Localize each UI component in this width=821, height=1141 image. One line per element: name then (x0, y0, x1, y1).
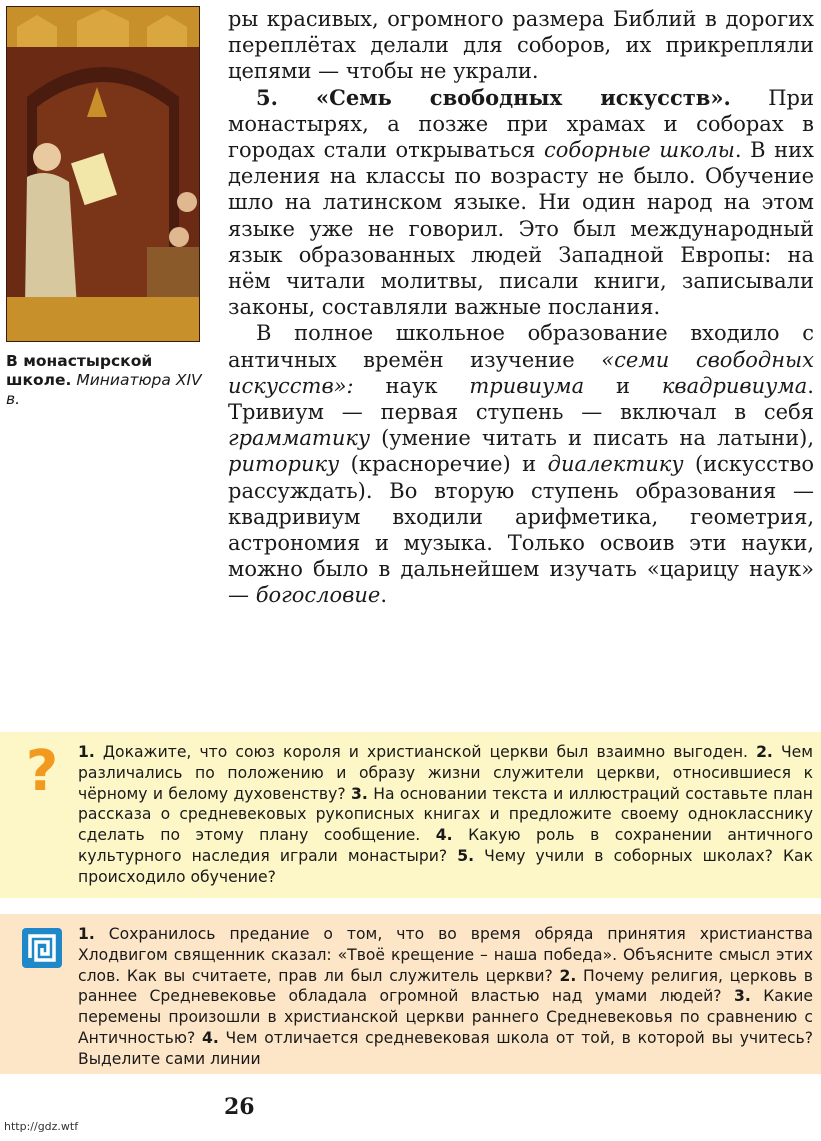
caption-subtitle: Миниатюра XIV в. (6, 371, 202, 408)
text-run: При монастырях, а позже при храмах и соборах в городах стали открываться (228, 85, 814, 163)
text-run: . В них деления на классы по возрасту не было. Обучение шло на латинском языке. Ни один народ на этом языке уже не говорил. Это был международный язык образованных людей Западной Европы: на нём читали молитвы, писали книги, записывали законы, составляли важные послания. (228, 138, 814, 320)
section-heading: 5. «Семь свободных искусств». (256, 84, 731, 110)
task-number: 4. (202, 1028, 219, 1047)
watermark: http://gdz.wtf (4, 1120, 79, 1133)
question-text: На основании текста и иллюстраций составьте план рассказа о средневековых рукописных книгах и предложите своему однокласснику сделать по этому плану сообщение. (78, 784, 813, 845)
illustration-miniature (6, 6, 200, 342)
question-text: Докажите, что союз короля и христианской церкви был взаимно выгоден. (94, 743, 757, 761)
caption-title: В монастырской школе. (6, 352, 153, 389)
task-text: Чем отличается средневековая школа от той, в которой вы учитесь? Выделите сами линии (78, 1028, 813, 1068)
tasks-text (78, 924, 813, 1070)
task-number: 2. (559, 966, 577, 985)
text-run: и (584, 373, 662, 398)
main-text (228, 6, 814, 609)
paragraph-1: ры красивых, огромного размера Библий в дорогих переплётах делали для соборов, их прикрепляли цепями — чтобы не украли. (228, 7, 814, 84)
tasks-box (0, 914, 821, 1074)
task-text: Какие перемены произошли в христианской церкви раннего Средневековья по сравнению с Античностью? (78, 987, 813, 1047)
text-run: наук (353, 373, 470, 398)
question-number: 3. (351, 784, 368, 803)
question-text: Чему учили в соборных школах? Как происходило обучение? (78, 846, 813, 886)
meander-icon (22, 928, 62, 968)
questions-box (0, 732, 821, 898)
questions-text (78, 742, 813, 888)
question-mark-icon: ? (25, 739, 59, 804)
term: соборные школы (544, 138, 735, 163)
task-text: Почему религия, церковь в раннее Средневековье обладала огромной властью над умами людей? (78, 966, 813, 1006)
text-run: . (380, 583, 388, 608)
page-number: 26 (224, 1094, 255, 1120)
text-run: (искусство рассуждать). Во вторую ступень образования — квадривиум входили арифметика, геометрия, астрономия и музыка. Только освоив эти науки, можно было в дальнейшем изучать «царицу наук» — (228, 452, 814, 608)
illustration-caption (6, 352, 206, 409)
term: квадривиума (661, 373, 808, 398)
question-number: 1. (78, 743, 95, 761)
term: богословие (255, 583, 381, 608)
text-run: (умение читать и писать на латыни), (370, 426, 814, 451)
task-number: 1. (78, 925, 95, 943)
question-number: 4. (435, 826, 453, 845)
question-number: 5. (457, 846, 475, 865)
question-number: 2. (756, 743, 773, 761)
paragraph-2 (228, 85, 814, 321)
term: риторику (228, 452, 340, 477)
paragraph-3 (228, 320, 814, 608)
term: «семи свободных искусств»: (228, 347, 815, 398)
question-text: Какую роль в сохранении античного культурного наследия играли монастыри? (78, 826, 813, 865)
term: грамматику (228, 426, 371, 451)
question-text: Чем различались по положению и образу жизни служители церкви, относившиеся к чёрному и белому духовенству? (78, 743, 813, 803)
term: диалектику (547, 452, 684, 477)
text-run: (красноречие) и (339, 452, 548, 477)
task-number: 3. (734, 987, 751, 1006)
task-text: Сохранилось предание о том, что во время обряда принятия христианства Хлодвигом священник сказал: «Твоё крещение – наша победа». Объясните смысл этих слов. Как вы считаете, прав ли был служитель церкви? (78, 925, 813, 985)
text-run: В полное школьное образование входило с античных времён изучение (228, 321, 814, 372)
text-run: . Тривиум — первая ступень — включал в себя (228, 373, 814, 425)
term: тривиума (469, 373, 585, 398)
